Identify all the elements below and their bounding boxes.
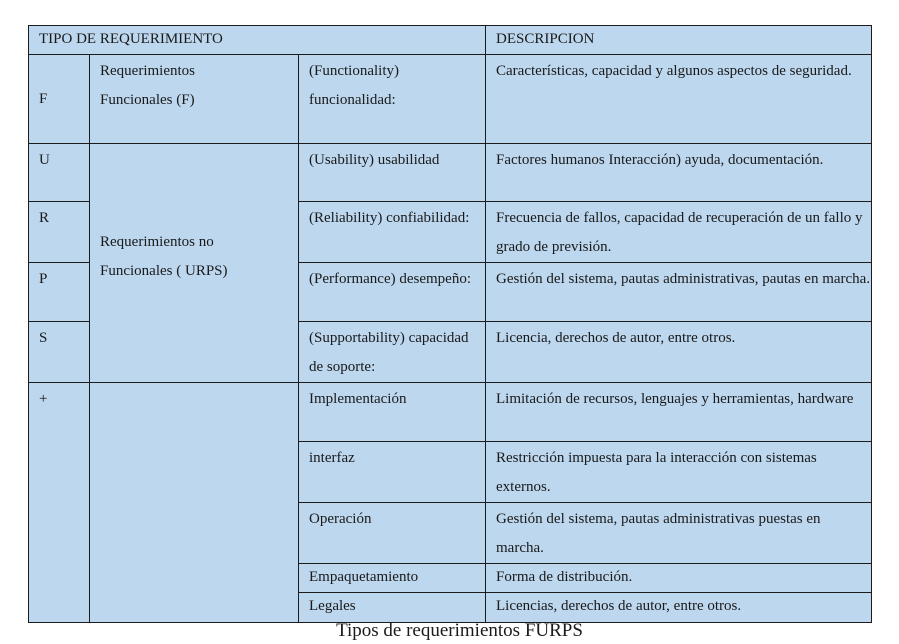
table-caption: Tipos de requerimientos FURPS	[336, 620, 583, 641]
attribute-cell: (Usability) usabilidad	[299, 144, 486, 202]
description-cell: Frecuencia de fallos, capacidad de recuperación de un fallo y grado de previsión.	[486, 202, 872, 263]
attribute-cell: Legales	[299, 593, 486, 623]
table-row-implementacion	[29, 383, 872, 442]
attribute-line1: (Functionality)	[309, 63, 399, 79]
furps-table	[28, 25, 872, 623]
letter-plus: +	[29, 383, 90, 623]
letter-cell	[29, 55, 90, 144]
description-cell: Licencia, derechos de autor, entre otros.	[486, 322, 872, 383]
header-descripcion: DESCRIPCION	[486, 26, 872, 55]
attribute-cell: (Performance) desempeño:	[299, 263, 486, 322]
group-label-line2: Funcionales (F)	[100, 92, 195, 108]
group-cell-non-functional	[90, 144, 299, 383]
description-cell: Limitación de recursos, lenguajes y herramientas, hardware	[486, 383, 872, 442]
description-cell: Gestión del sistema, pautas administrativas puestas en marcha.	[486, 503, 872, 564]
group-label-line1: Requerimientos no	[100, 234, 214, 250]
description-cell: Gestión del sistema, pautas administrativas, pautas en marcha.	[486, 263, 872, 322]
letter-u: U	[29, 144, 90, 202]
letter-r: R	[29, 202, 90, 263]
description-cell: Licencias, derechos de autor, entre otros.	[486, 593, 872, 623]
group-label-line1: Requerimientos	[100, 63, 195, 79]
letter-s: S	[29, 322, 90, 383]
description-cell: Factores humanos Interacción) ayuda, documentación.	[486, 144, 872, 202]
attribute-line2: funcionalidad:	[309, 92, 396, 108]
group-cell-functional	[90, 55, 299, 144]
description-cell: Restricción impuesta para la interacción con sistemas externos.	[486, 442, 872, 503]
group-cell-plus	[90, 383, 299, 623]
group-label-line2: Funcionales ( URPS)	[100, 263, 228, 279]
letter-p: P	[29, 263, 90, 322]
letter-f: F	[39, 91, 48, 107]
header-tipo: TIPO DE REQUERIMIENTO	[29, 26, 486, 55]
attribute-cell: Implementación	[299, 383, 486, 442]
header-row	[29, 26, 872, 55]
table-row-functional	[29, 55, 872, 144]
attribute-cell: (Reliability) confiabilidad:	[299, 202, 486, 263]
attribute-cell: (Supportability) capacidad de soporte:	[299, 322, 486, 383]
description-cell: Características, capacidad y algunos aspectos de seguridad.	[486, 55, 872, 144]
attribute-cell: Empaquetamiento	[299, 564, 486, 593]
attribute-cell: Operación	[299, 503, 486, 564]
attribute-cell: interfaz	[299, 442, 486, 503]
table-row-usability	[29, 144, 872, 202]
description-cell: Forma de distribución.	[486, 564, 872, 593]
attribute-cell	[299, 55, 486, 144]
